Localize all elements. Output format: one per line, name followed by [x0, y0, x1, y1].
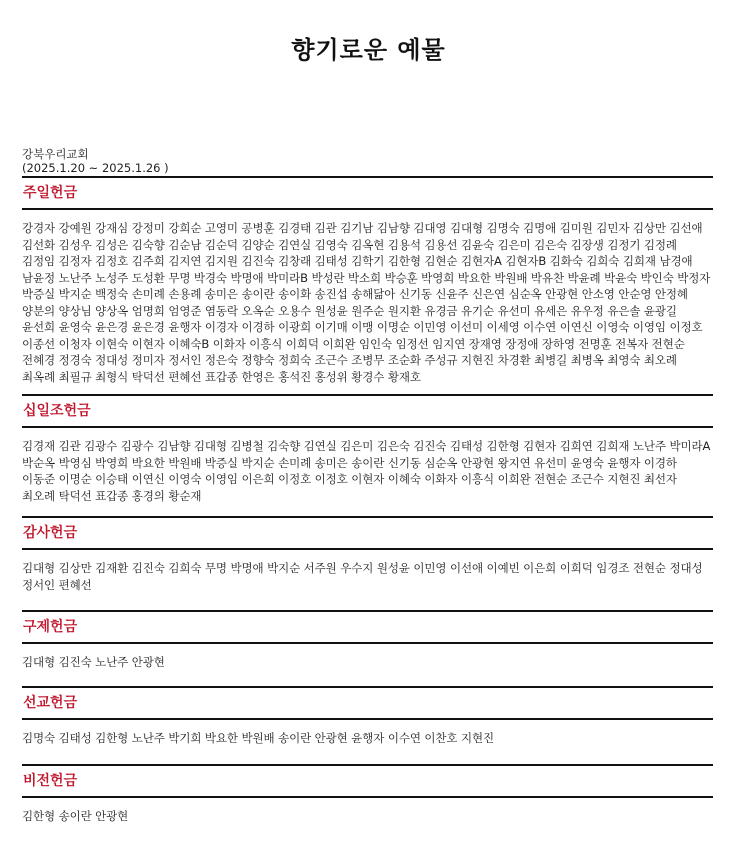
- donor-names: 강경자 강예원 강재심 강정미 강희순 고영미 공병훈 김경태 김관 김기남 김남향 김대영 김대형 김명숙 김명애 김미원 김민자 김상만 김선애 김선화 김성우 김성은 김숙향 김순남 김순덕 김양순 김연실 김영숙 김옥현 김용석 김용선 김윤숙 김은미 김은숙 김장생 김정기 김정례 김정임 김정자 김정호 김주희 김지연 김지원 김진숙 김창래 김태성 김학기 김한형 김현순 김현자A 김현자B 김화숙 김희숙 김희재 남경애 남윤정 노난주 노성주 도성환 무명 박경숙 박명애 박미라B 박성란 박소희 박승훈 박영희 박요한 박원배 박유찬 박윤례 박윤숙 박인숙 박정자 박증실 박지순 백정숙 손미례 손용례 송미은 송이란 송이화 송진섭 송해닮아 신기동 신윤주 신은연 심순옥 안광현 안소영 안순영 안정혜 양분의 양상님 양상옥 엄명희 엄영준 염동락 오옥순 오용수 원성윤 원주순 원지환 유경금 유기순 유선미 유세은 유우정 유은솔 윤광길 윤선희 윤영숙 윤은경 윤은경 윤행자 이경자 이경하 이광희 이기매 이맹 이명순 이민영 이선미 이세영 이수연 이연신 이영숙 이영임 이정호 이종선 이청자 이현숙 이현자 이혜숙B 이화자 이흥식 이희덕 이희완 임인숙 임정선 임지연 장재영 장정애 장하영 전명훈 전복자 전현순 전혜경 정경숙 정대성 정미자 정서인 정은숙 정향숙 정희숙 조근수 조병무 조순화 주성규 지현진 차경환 최병길 최병옥 최영숙 최오례 최옥례 최필규 최형식 탁덕선 편혜선 표갑종 한영은 홍석진 홍성위 황경수 황재호: [22, 221, 711, 384]
- section-sunday-offering: [22, 176, 713, 385]
- section-relief-offering: [22, 610, 713, 671]
- donor-names: 김명숙 김태성 김한형 노난주 박기희 박요한 박원배 송이란 안광현 윤행자 이수연 이찬호 지현진: [22, 731, 495, 745]
- page-title: 향기로운 예물: [291, 36, 446, 64]
- church-info: [22, 147, 169, 175]
- date-range: (2025.1.20 ~ 2025.1.26 ): [22, 161, 169, 175]
- church-name: 강북우리교회: [22, 147, 89, 161]
- section-heading: 선교헌금: [23, 695, 78, 711]
- section-divider-bottom: [22, 718, 713, 720]
- section-divider-bottom: [22, 426, 713, 428]
- section-heading: 감사헌금: [23, 525, 78, 541]
- donor-names: 김한형 송이란 안광현: [22, 809, 129, 823]
- section-divider-bottom: [22, 642, 713, 644]
- section-thanks-offering: [22, 516, 713, 593]
- section-heading: 구제헌금: [23, 619, 78, 635]
- donor-names: 김대형 김진숙 노난주 안광현: [22, 655, 165, 669]
- section-mission-offering: [22, 686, 713, 747]
- section-divider-bottom: [22, 796, 713, 798]
- section-tithe-offering: [22, 394, 713, 504]
- section-heading: 주일헌금: [23, 185, 78, 201]
- section-divider-bottom: [22, 208, 713, 210]
- section-vision-offering: [22, 764, 713, 825]
- donor-names: 김경재 김관 김광수 김광수 김남향 김대형 김병철 김숙향 김연실 김은미 김은숙 김진숙 김태성 김한형 김현자 김희연 김희재 노난주 박미라A 박순옥 박영심 박영희 박요한 박원배 박증실 박지순 손미례 송미은 송이란 신기동 심순옥 안광현 왕지연 유선미 윤영숙 윤행자 이경하 이동준 이명순 이승태 이연신 이영숙 이영임 이은희 이정호 이정호 이현자 이혜숙 이화자 이흥식 이희완 전현순 조근수 지현진 최선자 최오례 탁덕선 표갑종 홍경의 황순재: [22, 439, 711, 503]
- section-divider-bottom: [22, 548, 713, 550]
- section-heading: 십일조헌금: [23, 403, 91, 419]
- donor-names: 김대형 김상만 김재환 김진숙 김희숙 무명 박명애 박지순 서주원 우수지 원성윤 이민영 이선애 이예빈 이은희 이희덕 임경조 전현순 정대성 정서인 편혜선: [22, 561, 703, 592]
- section-heading: 비전헌금: [23, 773, 78, 789]
